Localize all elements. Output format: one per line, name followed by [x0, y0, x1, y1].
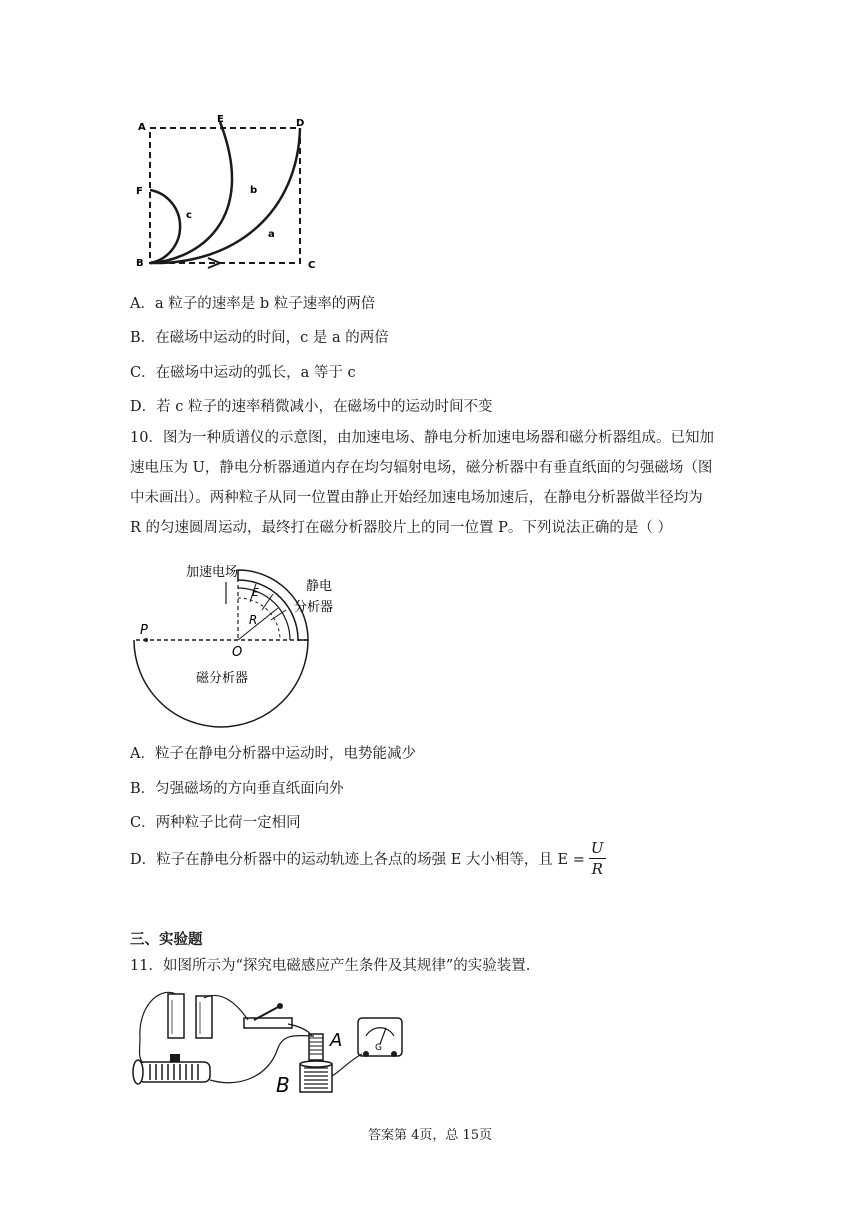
q10-line-4: R 的匀速圆周运动，最终打在磁分析器胶片上的同一位置 P。下列说法正确的是（ ） — [130, 520, 672, 536]
electro-label-2: 分析器 — [294, 600, 334, 615]
label-b: b — [250, 185, 258, 196]
formula-den: R — [591, 860, 603, 878]
page-footer: 答案第 4页，总 15页 — [367, 1128, 493, 1143]
formula-fraction — [589, 838, 606, 879]
q10-stem — [130, 423, 730, 543]
magnet-label: 磁分析器 — [196, 671, 249, 686]
label-D: D — [296, 118, 305, 129]
q9-option-c: C．在磁场中运动的弧长，a 等于 c — [130, 365, 356, 381]
trajectory-a — [150, 128, 300, 263]
mass-spectrometer-figure — [128, 558, 358, 738]
label-E-field: E — [252, 586, 259, 599]
battery-1 — [168, 994, 184, 1038]
q9-option-d: D．若 c 粒子的速率稍微减小，在磁场中的运动时间不变 — [130, 399, 493, 415]
accel-field-label: 加速电场 — [186, 565, 239, 580]
label-R: R — [249, 613, 258, 627]
label-coil-a: A — [330, 1030, 343, 1051]
label-F: F — [136, 186, 143, 197]
q10-line-2: 速电压为 U，静电分析器通道内存在均匀辐射电场，磁分析器中有垂直纸面的匀强磁场（图 — [130, 460, 713, 476]
label-E: E — [217, 114, 224, 125]
trajectory-figure — [128, 110, 328, 280]
q10-option-c: C．两种粒子比荷一定相同 — [130, 815, 301, 831]
label-c: c — [186, 210, 192, 221]
battery-2 — [196, 996, 212, 1038]
label-galvanometer: G — [375, 1043, 382, 1053]
q10-line-3: 中未画出）。两种粒子从同一位置由静止开始经加速电场加速后，在静电分析器做半径均为 — [130, 490, 703, 506]
q10-option-a: A．粒子在静电分析器中运动时，电势能减少 — [130, 746, 416, 762]
label-A: A — [138, 122, 146, 133]
q10-option-b: B．匀强磁场的方向垂直纸面向外 — [130, 781, 344, 797]
induction-apparatus-figure — [128, 988, 418, 1098]
label-C: C — [308, 260, 316, 271]
electro-label-1: 静电 — [306, 579, 333, 594]
q10-option-d: D．粒子在静电分析器中的运动轨迹上各点的场强 E 大小相等，且 E = — [130, 852, 585, 868]
label-a: a — [268, 229, 275, 240]
label-O: O — [232, 645, 243, 660]
q10-option-d-row — [130, 838, 606, 879]
label-P: P — [140, 623, 148, 638]
label-B: B — [136, 258, 144, 269]
formula-num: U — [590, 839, 604, 857]
q9-option-a: A．a 粒子的速率是 b 粒子速率的两倍 — [130, 296, 376, 312]
trajectory-b — [150, 122, 232, 263]
q10-line-1: 10．图为一种质谱仪的示意图，由加速电场、静电分析加速电场器和磁分析器组成。已知加 — [130, 430, 714, 446]
label-coil-b: B — [276, 1073, 290, 1097]
section-title: 三、实验题 — [130, 932, 203, 948]
q9-option-b: B．在磁场中运动的时间，c 是 a 的两倍 — [130, 330, 389, 346]
q11-text: 11．如图所示为“探究电磁感应产生条件及其规律”的实验装置. — [130, 958, 531, 974]
switch-board — [244, 1018, 292, 1028]
trajectory-c — [150, 190, 180, 263]
